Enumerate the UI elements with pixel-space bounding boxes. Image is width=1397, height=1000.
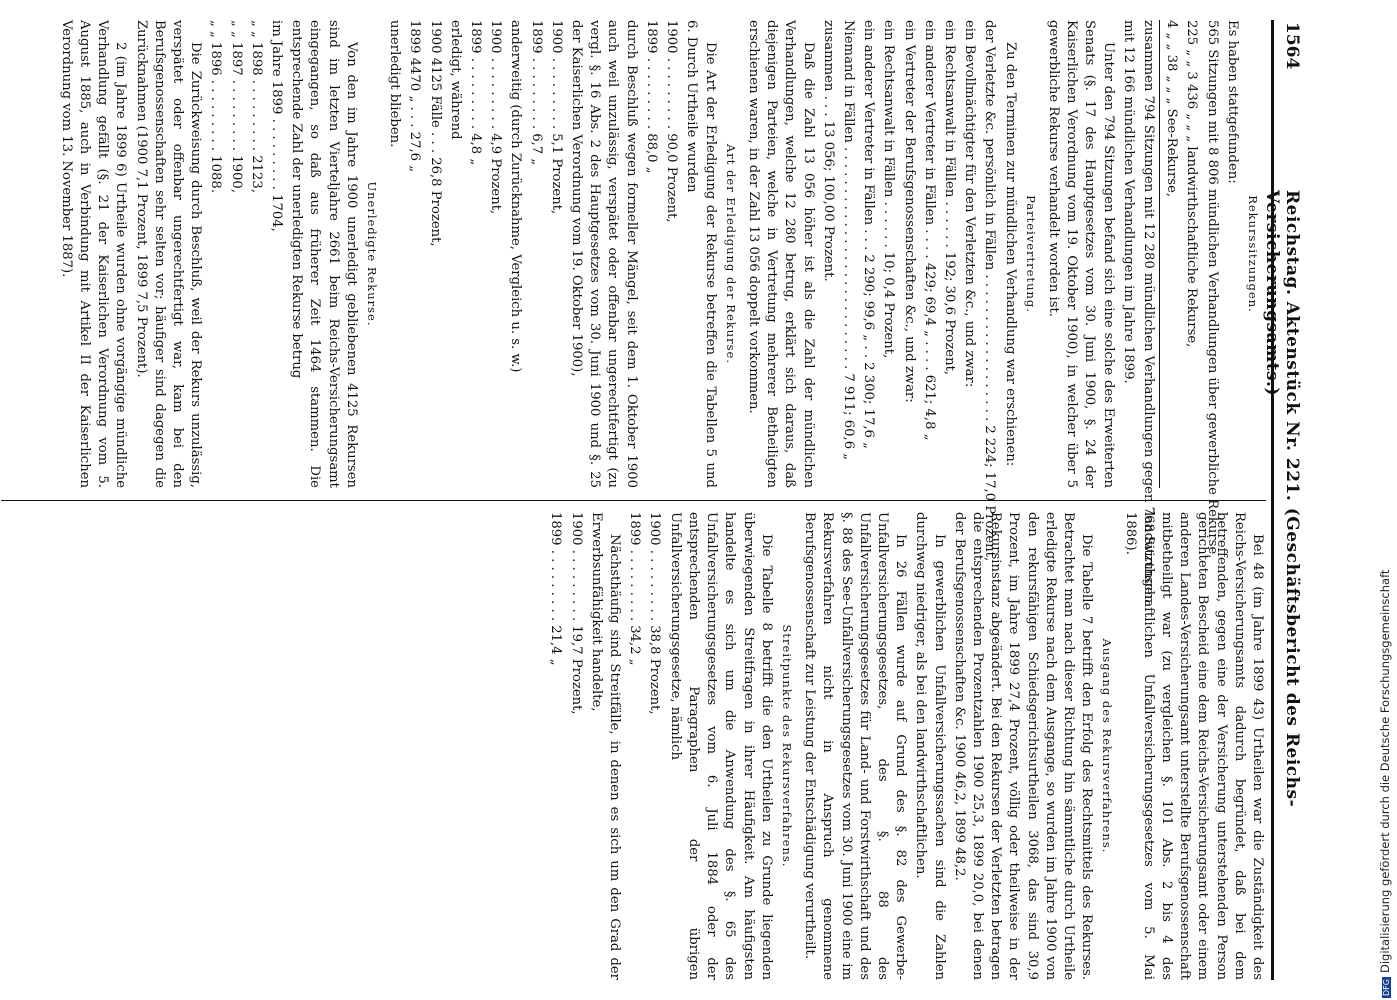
paragraph: Die Tabelle 8 betrifft die den Urtheilen zu Grunde liegenden überwiegenden Streitfragen in ihrer Häufigkeit. Am häufigsten handelte es sich um die Anwendung des §. 65 des Unfallversicherungsgesetzes vom 6. Juli 1884 oder der entsprechenden Paragraphen der übrigen Unfallversicherungsgesetze, nämlich — [667, 512, 774, 980]
statistic-line: „ „ 1897 . . . . . . . . . 1900, — [228, 20, 244, 194]
statistic-line: ein anderer Vertreter in Fällen . . . . 429; 69,4 „ . . . . 621; 4,8 „ — [921, 20, 937, 441]
paragraph: Es haben stattgefunden: — [1224, 20, 1240, 184]
statistic-line: zusammen 794 Sitzungen mit 12 280 mündlichen Verhandlungen gegen 768 Sitzungen — [1140, 20, 1156, 604]
column-divider — [1, 500, 1266, 501]
paragraph: In gewerblichen Unfallversicherungssachen sind die Zahlen durchweg niedriger, als bei den landwirthschaftlichen. — [913, 512, 947, 980]
statistic-line: 1899 . . . . . . . . . 6,7 „ — [528, 20, 544, 166]
paragraph: Von den im Jahre 1900 unerledigt gebliebenen 4125 Rekursen sind im letzten Vierteljahre 2661 beim Reichs-Versicherungsamt eingegangen, so daß aus früherer Zeit 1464 stammen. Die entsprechende Zahl der unerledigten Rekurse betrug — [289, 20, 359, 488]
statistic-line: 565 Sitzungen mit 8 806 mündlichen Verhandlungen über gewerbliche Rekurse, — [1204, 20, 1220, 559]
sum-rule — [1159, 20, 1160, 488]
statistic-line: ein Vertreter der Berufsgenossenschaften &c., und zwar: — [901, 20, 917, 403]
digitization-credit — [1378, 0, 1392, 998]
section-heading: Streitpunkte des Rekursverfahrens. — [779, 624, 794, 868]
statistic-line: der Verletzte &c. persönlich in Fällen . . . . . . . . . . . . . . . . . . 2 224; 17,0 Prozent, — [982, 20, 998, 562]
statistic-line: 1899 . . . . . . . . . 34,2 „ — [627, 512, 643, 666]
paragraph: Die Tabelle 7 betrifft den Erfolg des Rechtsmittels des Rekurses. Betrachtet man nach dieser Richtung hin sämmtliche durch Urtheile erledigte Rekurse nach dem Ausgange, so wurden im Jahre 1900 von den rekursfähigen Schiedsgerichtsurtheilen 3068, das sind 30,9 Prozent, im Jahre 1899 27,4 Prozent, völlig oder theilweise in der Rekursinstanz abgeändert. Bei den Rekursen der Verletzten betragen die entsprechenden Prozentzahlen 1900 25,3, 1899 20,0, bei denen der Berufsgenossenschaften &c. 1900 46,2, 1899 48,2. — [951, 512, 1095, 980]
statistic-line: im Jahre 1899 . . . . . . . . . 1704, — [269, 20, 285, 232]
statistic-line: anderweitig (durch Zurücknahme, Vergleich u. s. w.) — [508, 20, 524, 373]
statistic-line: unerledigt blieben. — [387, 20, 403, 148]
statistic-line: 4 „ „ 38 „ „ „ See-Rekurse, — [1164, 20, 1180, 198]
statistic-line: 1900 . . . . . . . . . 90,0 Prozent, — [664, 20, 680, 223]
statistic-line: 1899 . . . . . . . . . 88,0 „ — [643, 20, 659, 174]
page-number: 1564 — [1282, 22, 1302, 70]
section-heading: Art der Erledigung der Rekurse. — [723, 143, 738, 365]
statistic-line: 1900 . . . . . . . . . 38,8 Prozent, — [647, 512, 663, 715]
statistic-line: 1900 . . . . . . . . . 5,1 Prozent, — [548, 20, 564, 215]
section-heading: Ausgang des Rekursverfahrens. — [1100, 638, 1115, 854]
statistic-line: 1900 4125 Fälle . . . 26,8 Prozent, — [427, 20, 443, 247]
paragraph: durch Beschluß wegen formeller Mängel, seit dem 1. Oktober 1900 auch weil unzulässig, verspätet oder offenbar ungerechtfertigt (zu vergl. §. 16 Abs. 2 des Hauptgesetzes vom 30. Juni 1900 und §. 25 der Kaiserlichen Verordnung vom 19. Oktober 1900), — [569, 20, 639, 488]
paragraph: Die Zurückweisung durch Beschluß, weil der Rekurs unzulässig, verspätet oder offenbar ungerechtfertigt war, kam bei den Berufsgenossenschaften sehr selten vor; häufiger sind dagegen die Zurücknahmen (1900 7,1 Prozent, 1899 7,5 Prozent). — [133, 20, 204, 488]
digitization-credit-text: Digitalisierung gefördert durch die Deutsche Forschungsgemeinschaft — [1378, 569, 1392, 974]
statistic-line: zusammen . . . 13 056; 100,00 Prozent. — [820, 20, 836, 282]
paragraph: Unter den 794 Sitzungen befand sich eine solche des Erweiterten Senats (§. 17 des Hauptgesetzes vom 30. Juni 1900, §. 24 der Kaiserlichen Verordnung vom 19. Oktober 1900), in welcher über 5 gewerbliche Rekurse verhandelt worden ist. — [1045, 20, 1116, 488]
paragraph: Die Art der Erledigung der Rekurse betreffen die Tabellen 5 und 6. Durch Urtheile wurden — [684, 20, 718, 488]
statistic-line: ein Bevollmächtigter für den Verletzten &c., und zwar: — [962, 20, 978, 388]
statistic-line: ein Rechtsanwalt in Fällen . . . . . . 192; 30,6 Prozent, — [941, 20, 957, 376]
statistic-line: „ „ 1898 . . . . . . . . . 2123, — [248, 20, 264, 194]
paragraph: Nächsthäufig sind Streitfälle, in denen es sich um den Grad der Erwerbsunfähigkeit handelte, — [588, 512, 623, 980]
dfg-logo: DFG — [1382, 979, 1391, 996]
statistic-line: erledigt, während — [447, 20, 463, 140]
statistic-line: 1900 . . . . . . . . . 4,9 Prozent, — [488, 20, 504, 215]
paragraph: 2 (im Jahre 1899 6) Urtheile wurden ohne vorgängige mündliche Verhandlung gefällt (§. 21 der Kaiserlichen Verordnung vom 5. August 1885, auch in Verbindung mit Artikel II der Kaiserlichen Verordnung vom 13. November 1887). — [58, 20, 129, 488]
page-header-title: Reichstag. Aktenstück Nr. 221. (Geschäftsbericht des Reichs-Versicherungsamts.) — [1262, 190, 1302, 808]
header-rule — [1271, 20, 1274, 980]
statistic-line: 1900 . . . . . . . . . 19,7 Prozent, — [568, 512, 584, 715]
paragraph: In 26 Fällen wurde auf Grund des §. 82 des Gewerbe-Unfallversicherungsgesetzes, des §. 88 des Unfallversicherungsgesetzes für Land- und Forstwirthschaft und des §. 88 des See-Unfallversicherungsgesetzes vom 30. Juni 1900 eine im Rekursverfahren nicht in Anspruch genommene Berufsgenossenschaft zur Leistung der Entschädigung verurtheilt. — [802, 512, 909, 980]
paragraph: mit 12 166 mündlichen Verhandlungen im Jahre 1899. — [1120, 20, 1136, 384]
section-heading: Rekurssitzungen. — [1246, 195, 1260, 313]
section-heading: Parteivertretung. — [1023, 195, 1038, 313]
paragraph: Bei 48 (im Jahre 1899 43) Urtheilen war die Zuständigkeit des Reichs-Versicherungsamts dadurch begründet, daß bei dem betreffenden, gegen eine der Versicherung unterstehenden Person gerichteten Bescheid eine dem Reichs-Versicherungsamt oder einem anderen Landes-Versicherungsamt unterstellte Berufsgenossenschaft mitbetheiligt war (zu vergleichen §. 101 Abs. 2 bis 4 des landwirthschaftlichen Unfallversicherungsgesetzes vom 5. Mai 1886). — [1122, 512, 1265, 980]
statistic-line: „ „ 1896 . . . . . . . . . 1088. — [208, 20, 224, 194]
statistic-line: 1899 4470 „ . . . 27,6 „ — [407, 20, 423, 173]
section-heading: Unerledigte Rekurse. — [365, 181, 380, 327]
statistic-line: Niemand in Fällen . . . . . . . . . . . . . . . . . . . . . . . . . . . 7 911; 60,6 „ — [840, 20, 856, 461]
statistic-line: 225 „ „ 3 436 „ „ „ landwirthschaftliche Rekurse, — [1184, 20, 1200, 348]
statistic-line: 1899 . . . . . . . . . 21,4 „ — [548, 512, 564, 666]
paragraph: Zu den Terminen zur mündlichen Verhandlung war erschienen: — [1002, 42, 1018, 467]
statistic-line: ein Rechtsanwalt in Fällen . . . . . . 10; 0,4 Prozent, — [881, 20, 897, 359]
statistic-line: ein anderer Vertreter in Fällen . . . 2 290; 99,6 „ . . 2 300; 17,6 „ — [861, 20, 877, 449]
statistic-line: 1899 . . . . . . . . . 4,8 „ — [468, 20, 484, 166]
right-text-column — [544, 512, 1266, 980]
paragraph: Daß die Zahl 13 056 höher ist als die Zahl der mündlichen Verhandlungen, welche 12 280 betrug, erklärt sich daraus, daß diejenigen Parteien, welche in Vertretung mehrerer Betheiligten erschienen waren, in der Zahl 13 056 doppelt vorkommen. — [745, 20, 816, 488]
